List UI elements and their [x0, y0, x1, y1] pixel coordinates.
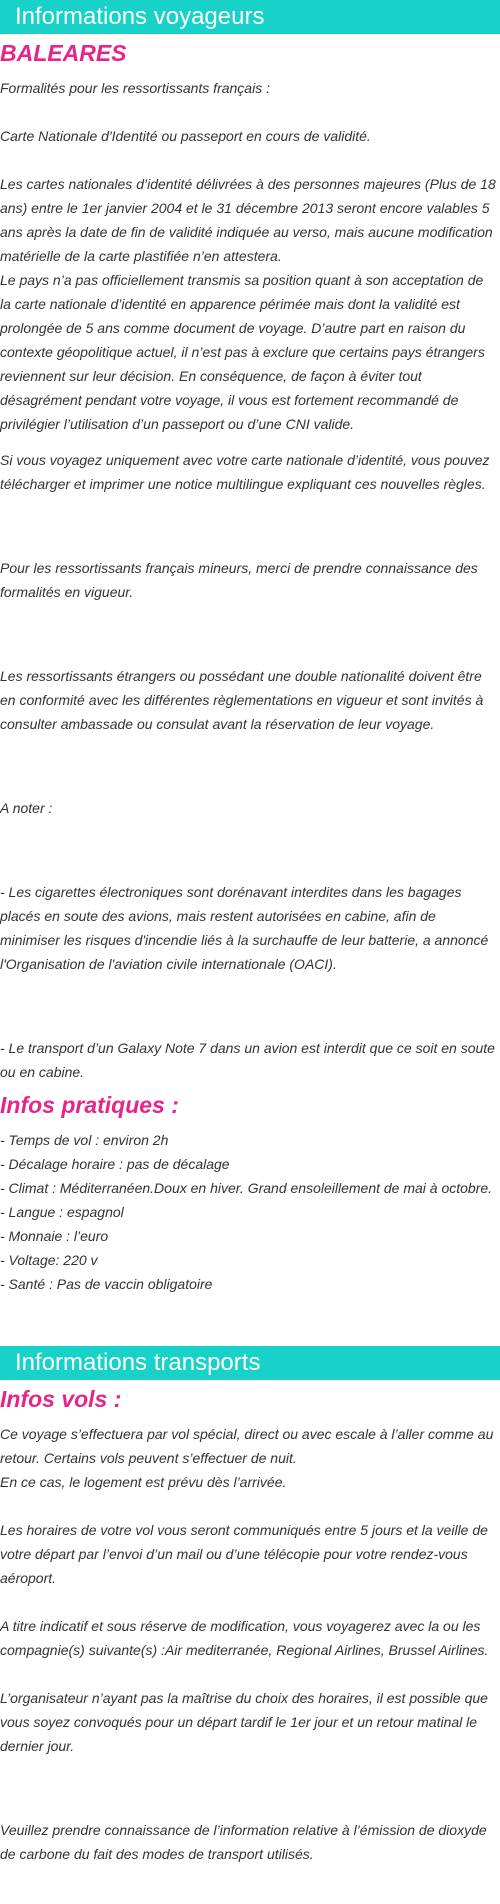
list-item: - Langue : espagnol — [0, 1204, 124, 1220]
dioxyde-text[interactable]: Veuillez prendre connaissance de l’information relative à l’émission de dioxyde de carbone du fait des modes de transport utilisés. — [0, 1822, 487, 1862]
infos-pratiques-title: Infos pratiques : — [0, 1092, 179, 1118]
list-item: - Monnaie : l’euro — [0, 1228, 109, 1244]
organisateur-text: L’organisateur n’ayant pas la maîtrise du choix des horaires, il est possible que vous soyez convoqués pour un départ tardif le 1er jour et un retour matinal le dernier jour. — [0, 1690, 488, 1754]
vol-special-text: Ce voyage s’effectuera par vol spécial, direct ou avec escale à l’aller comme au retour. Certains vols peuvent s’effectuer de nuit. — [0, 1426, 494, 1466]
section-header-transports: Informations transports — [0, 1346, 500, 1380]
cigarettes-text: - Les cigarettes électroniques sont dorénavant interdites dans les bagages placés en soute des avions, mais restent autorisées en cabine, afin de minimiser les risques d'incendie liés à la surchauffe de leur batterie, a annoncé l'Organisation de l'aviation civile internationale (OACI). — [0, 884, 489, 972]
list-item: - Décalage horaire : pas de décalage — [0, 1156, 230, 1172]
destination-title: BALEARES — [0, 40, 127, 66]
carte-identite-text: Carte Nationale d'Identité ou passeport en cours de validité. — [0, 128, 371, 144]
pays-position-text: Le pays n’a pas officiellement transmis sa position quant à son acceptation de la carte nationale d’identité en apparence périmée mais dont la validité est prolongée de 5 ans comme document de voyage. D’autre part en raison du contexte géopolitique actuel, il n’est pas à exclure que certains pays étrangers reviennent sur leur décision. En conséquence, de façon à éviter tout désagrément pendant votre voyage, il vous est fortement recommandé de privilégier l’utilisation d’un passeport ou d’une CNI valide. — [0, 272, 485, 432]
notice-link-text[interactable]: Si vous voyagez uniquement avec votre carte nationale d’identité, vous pouvez télécharger et imprimer une notice multilingue expliquant ces nouvelles règles. — [0, 452, 490, 492]
list-item: - Temps de vol : environ 2h — [0, 1132, 169, 1148]
mineurs-text[interactable]: Pour les ressortissants français mineurs, merci de prendre connaissance des formalités en vigueur. — [0, 560, 478, 600]
list-item: - Voltage: 220 v — [0, 1252, 98, 1268]
list-item: - Climat : Méditerranéen.Doux en hiver. Grand ensoleillement de mai à octobre. — [0, 1180, 493, 1196]
compagnies-text: A titre indicatif et sous réserve de modification, vous voyagerez avec la ou les compagnie(s) suivante(s) :Air mediterranée, Regional Airlines, Brussel Airlines. — [0, 1618, 489, 1658]
horaires-text: Les horaires de votre vol vous seront communiqués entre 5 jours et la veille de votre départ par l’envoi d’un mail ou d’une télécopie pour votre rendez-vous aéroport. — [0, 1522, 488, 1586]
etrangers-text: Les ressortissants étrangers ou possédant une double nationalité doivent être en conformité avec les différentes règlementations en vigueur et sont invités à consulter ambassade ou consulat avant la réservation de leur voyage. — [0, 668, 484, 732]
section-header-voyageurs: Informations voyageurs — [0, 0, 500, 34]
formalites-intro: Formalités pour les ressortissants français : — [0, 80, 270, 96]
cni-prolongation-text: Les cartes nationales d’identité délivrées à des personnes majeures (Plus de 18 ans) entre le 1er janvier 2004 et le 31 décembre 2013 seront encore valables 5 ans après la date de fin de validité indiquée au verso, mais aucune modification matérielle de la carte plastifiée n’en attestera. — [0, 176, 496, 264]
infos-pratiques-list — [0, 1128, 500, 1296]
list-item: - Santé : Pas de vaccin obligatoire — [0, 1276, 213, 1292]
a-noter-label: A noter : — [0, 800, 53, 816]
logement-text: En ce cas, le logement est prévu dès l’arrivée. — [0, 1474, 287, 1490]
infos-vols-title: Infos vols : — [0, 1386, 122, 1412]
galaxy-text: - Le transport d’un Galaxy Note 7 dans un avion est interdit que ce soit en soute ou en cabine. — [0, 1040, 495, 1080]
